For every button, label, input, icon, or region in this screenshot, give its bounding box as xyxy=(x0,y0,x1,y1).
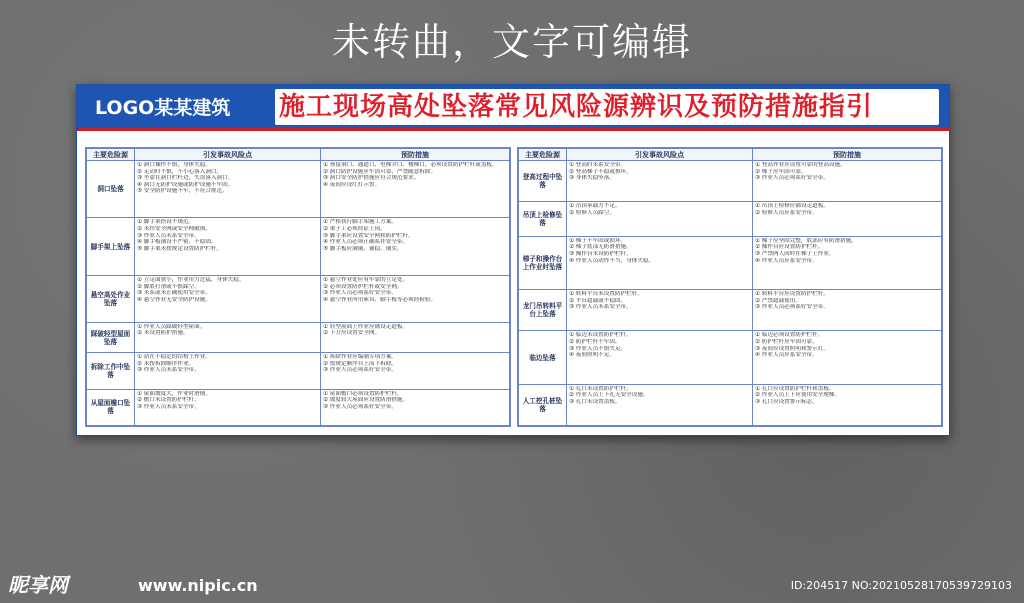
hazard-source: 梯子和操作台上作业时坠落 xyxy=(519,236,567,289)
left-table xyxy=(86,148,510,426)
risk-point: ① 屋面坡度大，作业时滑倒。 xyxy=(137,390,211,397)
watermark-logo: 昵享网 xyxy=(8,573,68,597)
prevention-measure: ④ 作业人员必须正确系挂安全带。 xyxy=(323,239,409,246)
prevention-measure: ② 坡度较大屋面应设置防滑措施。 xyxy=(323,397,409,404)
risk-point: ① 转料平台未设置防护栏杆。 xyxy=(569,291,643,298)
risk-point-cell xyxy=(567,236,753,289)
prevention-measure: ③ 夜间应设置照明和警示灯。 xyxy=(755,345,829,352)
prevention-measure: ② 下方应设置安全网。 xyxy=(323,330,381,337)
prevention-measure: ③ 严禁两人同时在梯子上作业。 xyxy=(755,250,835,257)
table-row xyxy=(519,161,942,202)
prevention-measure-cell xyxy=(753,236,942,289)
watermark-url: www.nipic.cn xyxy=(138,576,258,595)
prevention-measure: ② 梯子应牢固可靠。 xyxy=(755,168,807,175)
prevention-measure: ④ 作业人员应系安全带。 xyxy=(755,257,818,264)
table-row xyxy=(519,290,942,331)
risk-point-cell xyxy=(567,384,753,425)
prevention-measure: ② 架子工必须持证上岗。 xyxy=(323,226,386,233)
hazard-source: 悬空高处作业坠落 xyxy=(87,275,135,322)
prevention-measure: ② 检修人员应系安全带。 xyxy=(755,209,818,216)
left-header-row xyxy=(87,149,510,161)
prevention-measure: ⑤ 脚手板应满铺、铺稳、铺实。 xyxy=(323,245,403,252)
risk-point: ① 作业人员踩破轻型屋面。 xyxy=(137,323,206,330)
risk-point: ④ 悬空作业无安全防护设施。 xyxy=(137,296,211,303)
risk-point: ③ 操作台未设防护栏杆。 xyxy=(569,250,632,257)
right-table-body xyxy=(519,161,942,426)
prevention-measure: ② 作业人员上下应使用安全爬梯。 xyxy=(755,392,841,399)
prevention-measure: ① 屋面檐口必须设置防护栏杆。 xyxy=(323,390,403,397)
risk-point: ② 防护栏杆不牢固。 xyxy=(569,338,621,345)
prevention-measure: ③ 洞口安全防护措施应符合规范要求。 xyxy=(323,175,420,182)
prevention-measure: ① 吊顶上检修应铺设走道板。 xyxy=(755,203,829,210)
prevention-measure-cell xyxy=(753,384,942,425)
prevention-measure: ① 悬空作业处应有牢靠的立足处。 xyxy=(323,276,409,283)
hazard-source: 洞口坠落 xyxy=(87,161,135,218)
risk-point: ② 梯子底部无防滑措施。 xyxy=(569,244,632,251)
table-row xyxy=(87,389,510,425)
risk-point-cell xyxy=(135,389,321,425)
prevention-measure: ③ 作业人员必须系好安全带。 xyxy=(755,304,829,311)
hazard-source: 人工挖孔桩坠落 xyxy=(519,384,567,425)
hazard-source: 踩破轻型屋面坠落 xyxy=(87,322,135,352)
prevention-measure: ① 梯子应坚固完整，底部应有防滑措施。 xyxy=(755,237,857,244)
prevention-measure: ① 转料平台应设置防护栏杆。 xyxy=(755,291,829,298)
hazard-source: 龙门吊转料平台上坠落 xyxy=(519,290,567,331)
prevention-measure: ④ 夜间应设红灯示警。 xyxy=(323,181,381,188)
risk-point-cell xyxy=(135,218,321,275)
prevention-measure-cell xyxy=(321,322,510,352)
risk-point: ① 登高时未系安全带。 xyxy=(569,162,627,168)
risk-point: ④ 脚手板铺设不严密、不稳固。 xyxy=(137,239,217,246)
prevention-measure-cell xyxy=(321,353,510,389)
prevention-measure: ② 必须设置防护栏杆或安全网。 xyxy=(323,283,403,290)
right-table xyxy=(518,148,942,426)
prevention-measure: ① 轻型屋面上作业应铺设走道板。 xyxy=(323,323,409,330)
risk-point-cell xyxy=(135,322,321,352)
prevention-measure: ② 严禁超载使用。 xyxy=(755,297,801,304)
table-row xyxy=(87,161,510,218)
risk-point: ① 脚手架搭设不规范。 xyxy=(137,219,195,226)
risk-point: ② 检修人员踩空。 xyxy=(569,209,615,216)
prevention-measure: ① 孔口应设置防护栏杆和盖板。 xyxy=(755,385,835,392)
risk-point: ② 作业人员上下孔无安全设施。 xyxy=(569,392,649,399)
prevention-measure: ③ 作业人员必须系好安全带。 xyxy=(755,175,829,182)
hazard-source: 脚手架上坠落 xyxy=(87,218,135,275)
risk-point: ② 未挂安全网或安全网破损。 xyxy=(137,226,211,233)
sign-board xyxy=(76,84,950,436)
risk-point: ③ 孔口未设置盖板。 xyxy=(569,398,621,405)
header-measure: 预防措施 xyxy=(321,149,510,161)
risk-point: ③ 作业人员未系安全带。 xyxy=(137,367,200,374)
watermark-id: ID:204517 NO:20210528170539729103 xyxy=(790,579,1012,592)
risk-point: ⑤ 脚手架未按规定设置防护栏杆。 xyxy=(137,245,223,252)
risk-point: ① 吊顶承载力不足。 xyxy=(569,203,621,210)
prevention-measure: ① 拆除作业应编制专项方案。 xyxy=(323,354,397,361)
risk-point-cell xyxy=(567,290,753,331)
company-logo: LOGO某某建筑 xyxy=(95,97,231,119)
table-row xyxy=(87,322,510,352)
risk-point-cell xyxy=(567,331,753,384)
prevention-measure: ③ 孔口应设置警示标志。 xyxy=(755,398,818,405)
header-risk: 引发事故风险点 xyxy=(567,149,753,161)
banner xyxy=(77,85,949,131)
risk-point: ① 洞口操作不慎，身体失稳。 xyxy=(137,162,211,168)
risk-point: ③ 作业人员未系安全带。 xyxy=(569,304,632,311)
hazard-source: 从屋面檐口坠落 xyxy=(87,389,135,425)
table-row xyxy=(519,384,942,425)
risk-point: ③ 作业人员未系安全带。 xyxy=(137,232,200,239)
risk-point: ② 平台超载或不稳固。 xyxy=(569,297,627,304)
hazard-source: 吊顶上检修坠落 xyxy=(519,202,567,236)
header-source: 主要危险源 xyxy=(519,149,567,161)
risk-point: ② 脚底打滑或不慎踩空。 xyxy=(137,283,200,290)
table-row xyxy=(519,202,942,236)
table-row xyxy=(87,353,510,389)
header-risk: 引发事故风险点 xyxy=(135,149,321,161)
risk-point-cell xyxy=(135,353,321,389)
prevention-measure: ② 洞口防护设施应牢固可靠，严禁随意拆除。 xyxy=(323,168,437,175)
risk-point-cell xyxy=(567,161,753,202)
prevention-measure: ① 严格执行脚手架施工方案。 xyxy=(323,219,397,226)
prevention-measure-cell xyxy=(321,275,510,322)
prevention-measure: ① 预留洞口、通道口、电梯井口、楼梯口，必须设置防护栏杆或盖板。 xyxy=(323,162,498,168)
table-row xyxy=(87,275,510,322)
prevention-measure: ③ 脚手架应设置安全网和防护栏杆。 xyxy=(323,232,414,239)
prevention-measure-cell xyxy=(753,290,942,331)
risk-point: ① 梯子不牢固或损坏。 xyxy=(569,237,627,244)
prevention-measure: ① 临边必须设置防护栏杆。 xyxy=(755,332,824,339)
risk-point: ③ 作业人员未系安全带。 xyxy=(137,403,200,410)
right-header-row xyxy=(519,149,942,161)
risk-point: ③ 身体失稳坠落。 xyxy=(569,175,615,182)
risk-point-cell xyxy=(567,202,753,236)
table-row xyxy=(519,236,942,289)
prevention-measure-cell xyxy=(321,218,510,275)
risk-point: ② 未按拆除顺序作业。 xyxy=(137,360,195,367)
hazard-source: 登高过程中坠落 xyxy=(519,161,567,202)
risk-point: ④ 作业人员动作不当，身体失稳。 xyxy=(569,257,655,264)
hazard-source: 临边坠落 xyxy=(519,331,567,384)
prevention-measure: ④ 悬空作业所用索具、脚手板等必须经检验。 xyxy=(323,296,437,303)
risk-point-cell xyxy=(135,161,321,218)
prevention-measure-cell xyxy=(753,161,942,202)
prevention-measure-cell xyxy=(753,331,942,384)
prevention-measure: ② 按规定顺序自上而下拆除。 xyxy=(323,360,397,367)
prevention-measure: ④ 作业人员应系安全带。 xyxy=(755,352,818,359)
risk-point: ① 临边未设置防护栏杆。 xyxy=(569,332,632,339)
prevention-measure: ③ 作业人员必须系好安全带。 xyxy=(323,403,397,410)
table-row xyxy=(87,218,510,275)
prevention-measure: ② 防护栏杆应牢固可靠。 xyxy=(755,338,818,345)
caption-text: 未转曲，文字可编辑 xyxy=(331,20,692,64)
risk-point: ③ 未系或未正确使用安全带。 xyxy=(137,290,211,297)
prevention-measure: ③ 作业人员必须系好安全带。 xyxy=(323,290,397,297)
risk-point: ① 站在不稳定的结构上作业。 xyxy=(137,354,211,361)
risk-point: ② 未设置防护措施。 xyxy=(137,330,189,337)
prevention-measure-cell xyxy=(321,161,510,218)
risk-point: ① 孔口未设置防护栏杆。 xyxy=(569,385,632,392)
prevention-measure-cell xyxy=(753,202,942,236)
risk-point: ③ 坐靠在洞口栏杆边，失误落入洞口。 xyxy=(137,175,234,182)
table-row xyxy=(519,331,942,384)
prevention-measure-cell xyxy=(321,389,510,425)
risk-point: ② 走动时不慎，不小心落入洞口。 xyxy=(137,168,223,175)
risk-point: ③ 作业人员不慎失足。 xyxy=(569,345,627,352)
risk-point: ④ 夜间照明不足。 xyxy=(569,352,615,359)
risk-point: ① 立足面狭小，作业用力过猛，身体失稳。 xyxy=(137,276,245,283)
risk-point: ④ 洞口无防护设施或防护设施不牢固。 xyxy=(137,181,234,188)
risk-point-cell xyxy=(135,275,321,322)
hazard-source: 拆除工作中坠落 xyxy=(87,353,135,389)
prevention-measure: ① 登高作业应设置可靠的登高设施。 xyxy=(755,162,846,168)
header-measure: 预防措施 xyxy=(753,149,942,161)
prevention-measure: ② 操作台应设置防护栏杆。 xyxy=(755,244,824,251)
prevention-measure: ③ 作业人员必须系好安全带。 xyxy=(323,367,397,374)
main-title: 施工现场高处坠落常见风险源辨识及预防措施指引 xyxy=(275,89,939,125)
right-panel xyxy=(517,147,943,427)
left-table-body xyxy=(87,161,510,426)
risk-point: ⑤ 安全防护设施不牢，不符合规范。 xyxy=(137,188,228,195)
left-panel xyxy=(85,147,511,427)
risk-point: ② 檐口未设置防护栏杆。 xyxy=(137,397,200,404)
header-source: 主要危险源 xyxy=(87,149,135,161)
risk-point: ② 登高梯子不稳或损坏。 xyxy=(569,168,632,175)
